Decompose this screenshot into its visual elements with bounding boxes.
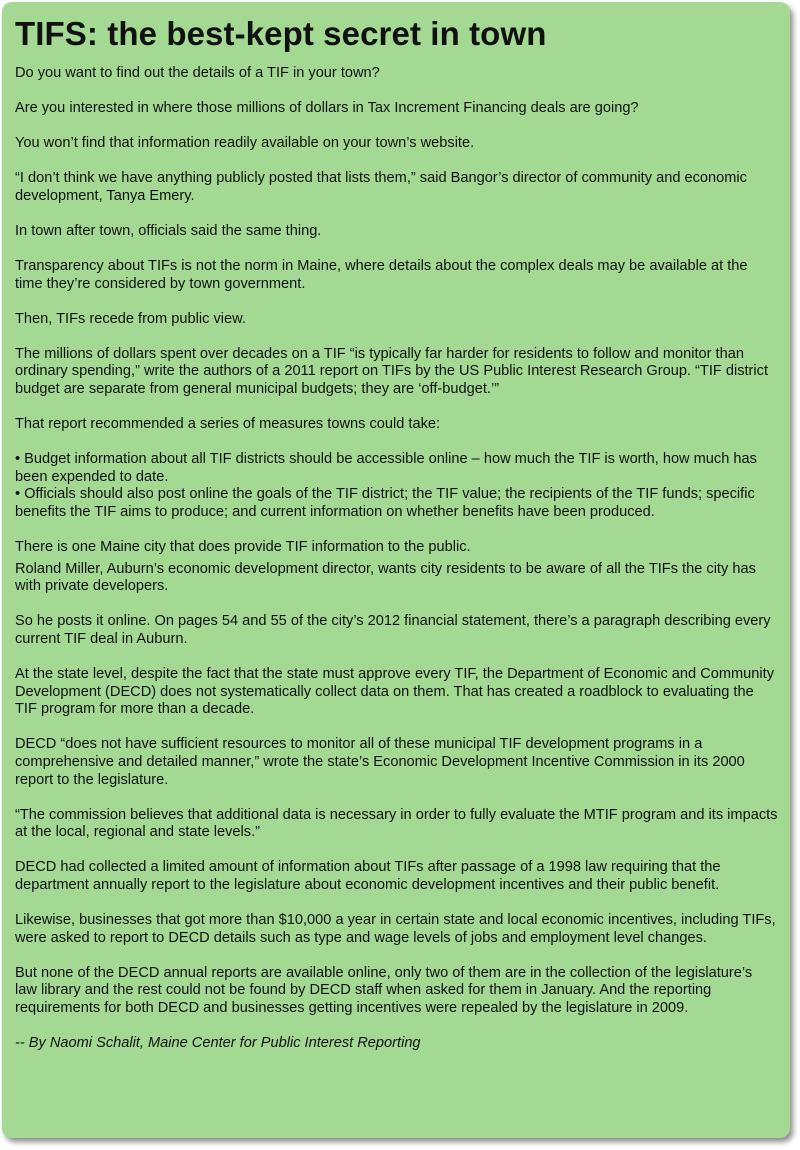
paragraph: There is one Maine city that does provide TIF information to the public. — [15, 539, 471, 556]
paragraph: That report recommended a series of measures towns could take: — [15, 416, 441, 433]
paragraph: Transparency about TIFs is not the norm in Maine, where details about the complex deals may be available at the time they’re considered by town government. — [15, 258, 748, 292]
paragraph: So he posts it online. On pages 54 and 55 of the city’s 2012 financial statement, there’s a paragraph describing every current TIF deal in Auburn. — [15, 613, 771, 647]
bullet-item: • Officials should also post online the goals of the TIF district; the TIF value; the recipients of the TIF funds; specific benefits the TIF aims to produce; and current information on whether benefits have been produced. — [15, 486, 755, 520]
paragraph: At the state level, despite the fact that the state must approve every TIF, the Department of Economic and Community Development (DECD) does not systematically collect data on them. That has created a roadblock to evaluating the TIF program for more than a decade. — [15, 666, 774, 718]
paragraph: “I don’t think we have anything publicly posted that lists them,” said Bangor’s director of community and economic development, Tanya Emery. — [15, 170, 747, 204]
paragraph: But none of the DECD annual reports are available online, only two of them are in the collection of the legislature’s law library and the rest could not be found by DECD staff when asked for them in January. And the reporting requirements for both DECD and businesses getting incentives were repealed by the legislature in 2009. — [15, 964, 753, 1016]
paragraph: DECD “does not have sufficient resources to monitor all of these municipal TIF development programs in a comprehensive and detailed manner,” wrote the state’s Economic Development Incentive Commission in its 2000 report to the legislature. — [15, 736, 745, 788]
bullet-item: • Budget information about all TIF districts should be accessible online – how much the TIF is worth, how much has been expended to date. — [15, 451, 757, 485]
paragraph: In town after town, officials said the same thing. — [15, 222, 322, 239]
article-card — [2, 2, 790, 1138]
paragraph: Likewise, businesses that got more than $10,000 a year in certain state and local economic incentives, including TIFs, were asked to report to DECD details such as type and wage levels of jobs and employment level changes. — [15, 912, 776, 946]
paragraph: Are you interested in where those millions of dollars in Tax Increment Financing deals are going? — [15, 100, 639, 117]
article-title: TIFS: the best-kept secret in town — [15, 15, 547, 52]
paragraph: The millions of dollars spent over decades on a TIF “is typically far harder for residents to follow and monitor than ordinary spending,” write the authors of a 2011 report on TIFs by the US Public Interest Research Group. “TIF district budget are separate from general municipal budgets; they are ‘off-budget.’” — [15, 345, 769, 398]
paragraph: Roland Miller, Auburn’s economic development director, wants city residents to be aware of all the TIFs the city has with private developers. — [15, 560, 756, 595]
paragraph: DECD had collected a limited amount of information about TIFs after passage of a 1998 law requiring that the department annually report to the legislature about economic development incentives and their public benefit. — [15, 859, 721, 893]
paragraph: You won’t find that information readily available on your town’s website. — [15, 135, 475, 152]
paragraph: Then, TIFs recede from public view. — [15, 310, 246, 327]
paragraph: “The commission believes that additional data is necessary in order to fully evaluate the MTIF program and its impacts at the local, regional and state levels.” — [15, 806, 778, 841]
article-byline: -- By Naomi Schalit, Maine Center for Public Interest Reporting — [15, 1034, 421, 1051]
paragraph: Do you want to find out the details of a TIF in your town? — [15, 65, 380, 81]
article-body — [15, 65, 778, 1053]
